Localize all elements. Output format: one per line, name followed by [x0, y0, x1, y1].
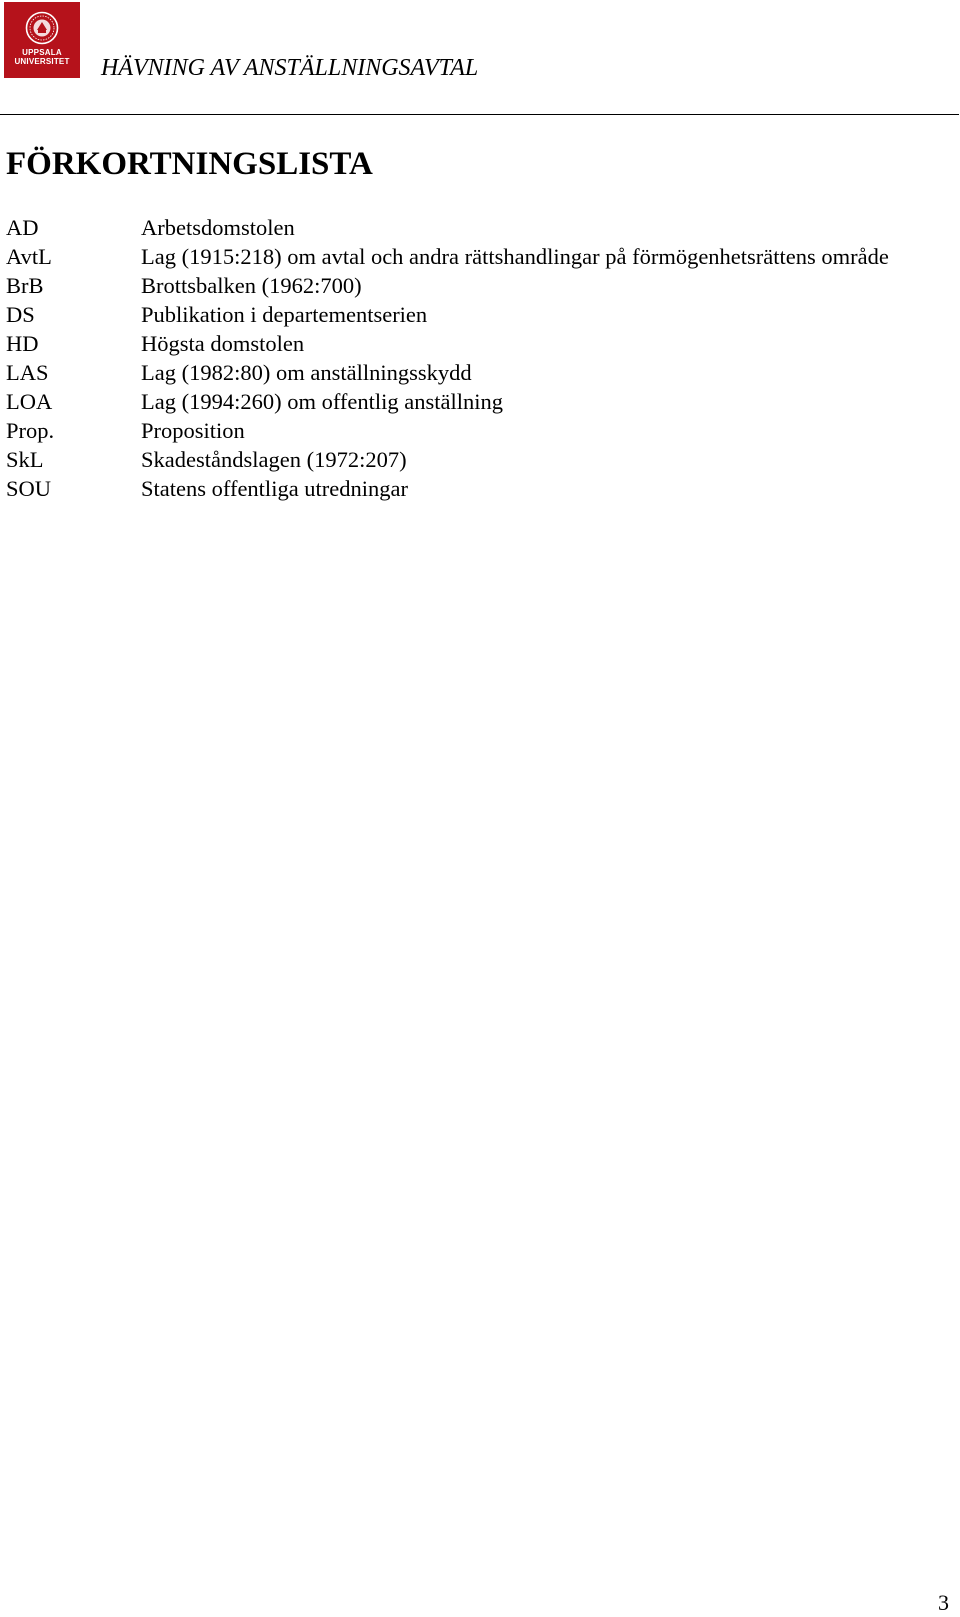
university-logo: [4, 2, 80, 78]
list-item: [6, 387, 946, 416]
abbreviation-meaning: Lag (1994:260) om offentlig anställning: [141, 389, 504, 414]
list-item: [6, 271, 946, 300]
logo-text-line2: UNIVERSITET: [14, 57, 70, 66]
abbreviation-term: AD: [6, 215, 39, 240]
running-header: HÄVNING AV ANSTÄLLNINGSAVTAL: [101, 55, 479, 81]
abbreviation-meaning: Brottsbalken (1962:700): [141, 273, 362, 298]
list-item: [6, 242, 946, 271]
page-title: FÖRKORTNINGSLISTA: [6, 146, 373, 182]
abbreviation-term: HD: [6, 331, 39, 356]
list-item: [6, 329, 946, 358]
page-number: 3: [938, 1590, 949, 1615]
abbreviation-meaning: Lag (1915:218) om avtal och andra rättshandlingar på förmögenhetsrättens område: [141, 244, 889, 269]
list-item: [6, 416, 946, 445]
abbreviation-term: DS: [6, 302, 35, 327]
abbreviation-term: LOA: [6, 389, 53, 414]
list-item: [6, 358, 946, 387]
abbreviation-term: AvtL: [6, 244, 52, 269]
university-seal-icon: [25, 11, 59, 45]
header-divider: [0, 114, 959, 115]
list-item: [6, 300, 946, 329]
logo-text-line1: UPPSALA: [22, 48, 62, 57]
abbreviation-meaning: Högsta domstolen: [141, 331, 305, 356]
abbreviation-term: SkL: [6, 447, 44, 472]
abbreviation-term: LAS: [6, 360, 49, 385]
logo-text: [14, 48, 69, 66]
abbreviation-term: BrB: [6, 273, 44, 298]
abbreviation-meaning: Skadeståndslagen (1972:207): [141, 447, 407, 472]
list-item: [6, 474, 946, 503]
abbreviation-meaning: Publikation i departementserien: [141, 302, 428, 327]
abbreviation-meaning: Proposition: [141, 418, 245, 443]
abbreviation-term: Prop.: [6, 418, 55, 443]
abbreviation-meaning: Lag (1982:80) om anställningsskydd: [141, 360, 472, 385]
abbreviation-meaning: Statens offentliga utredningar: [141, 476, 409, 501]
abbreviation-list: [6, 213, 946, 503]
list-item: [6, 213, 946, 242]
abbreviation-meaning: Arbetsdomstolen: [141, 215, 295, 240]
abbreviation-term: SOU: [6, 476, 52, 501]
list-item: [6, 445, 946, 474]
